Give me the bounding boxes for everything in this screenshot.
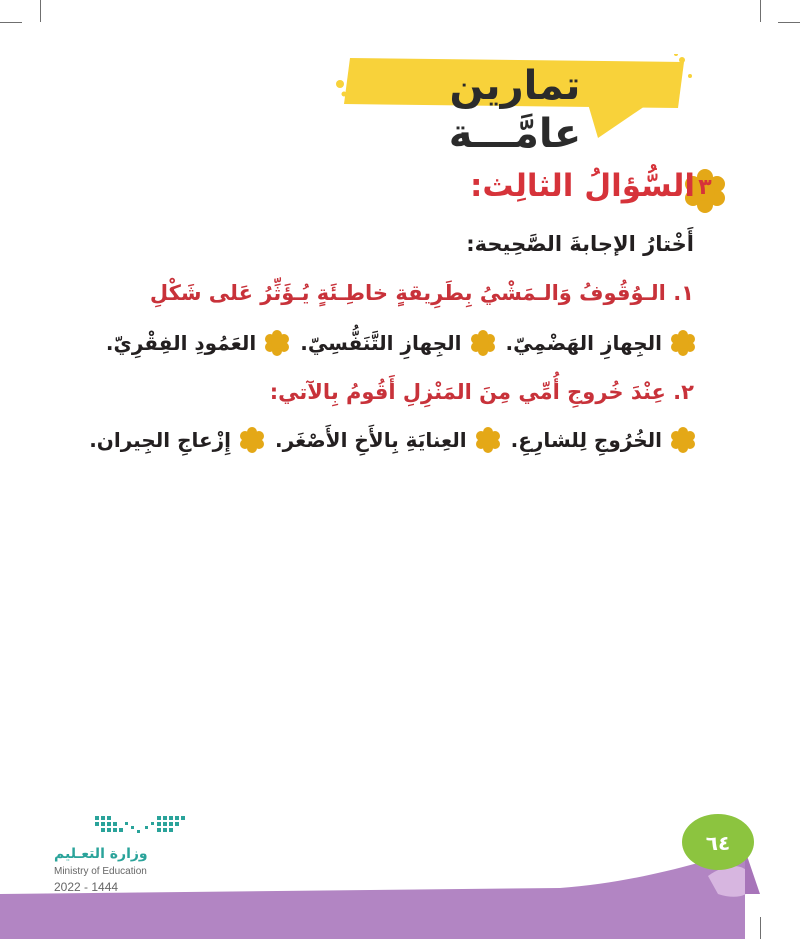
question-2-options — [89, 427, 696, 453]
crop-mark — [40, 0, 41, 22]
crop-mark — [0, 22, 22, 23]
question-1-options — [106, 330, 696, 356]
option-label: إِزْعاجِ الجِيران. — [89, 428, 232, 452]
option-label: العَمُودِ الفِقْرِيّ. — [105, 331, 257, 355]
option-label: الجِهازِ الهَضْمِيّ. — [505, 331, 662, 355]
option-label: الجِهازِ التَّنَفُّسِيّ. — [300, 331, 462, 355]
flower-bullet-icon — [475, 427, 501, 453]
option-label: العِنايَةِ بِالأَخِ الأَصْغَر. — [275, 428, 467, 452]
flower-bullet-icon — [470, 330, 496, 356]
crop-mark — [778, 22, 800, 23]
instruction-text: أَخْتارُ الإجابةَ الصَّحِيحة: — [466, 232, 694, 256]
section-heading: السُّؤالُ الثالِث: — [470, 168, 695, 204]
option-item[interactable] — [506, 330, 696, 356]
flower-bullet-icon — [239, 427, 265, 453]
question-1: ١. الـوُقُوفُ وَالـمَشْيُ بِطَرِيقةٍ خاطِـئَةٍ يُـؤَثِّرُ عَلى شَكْلِ — [149, 281, 694, 305]
question-2: ٢. عِنْدَ خُروجِ أُمِّي مِنَ المَنْزِلِ أَقُومُ بِالآتي: — [269, 380, 694, 404]
option-label: الخُرُوجِ لِلشارِعِ. — [510, 428, 662, 452]
flower-bullet-icon — [670, 427, 696, 453]
crop-mark — [760, 0, 761, 22]
option-item[interactable] — [511, 427, 696, 453]
option-item[interactable] — [89, 427, 265, 453]
ministry-name-english: Ministry of Education — [54, 866, 147, 877]
question-number: ٣ — [698, 175, 712, 200]
page-number: ٦٤ — [705, 831, 731, 855]
option-item[interactable] — [300, 330, 495, 356]
ministry-name-arabic: وزارة التعـليم — [54, 846, 148, 862]
page-title: تمارين عامَّـــة — [448, 63, 582, 157]
flower-bullet-icon — [670, 330, 696, 356]
edition-year: 2022 - 1444 — [54, 880, 119, 894]
option-item[interactable] — [275, 427, 501, 453]
flower-bullet-icon — [264, 330, 290, 356]
option-item[interactable] — [106, 330, 290, 356]
ministry-logo — [95, 812, 187, 846]
